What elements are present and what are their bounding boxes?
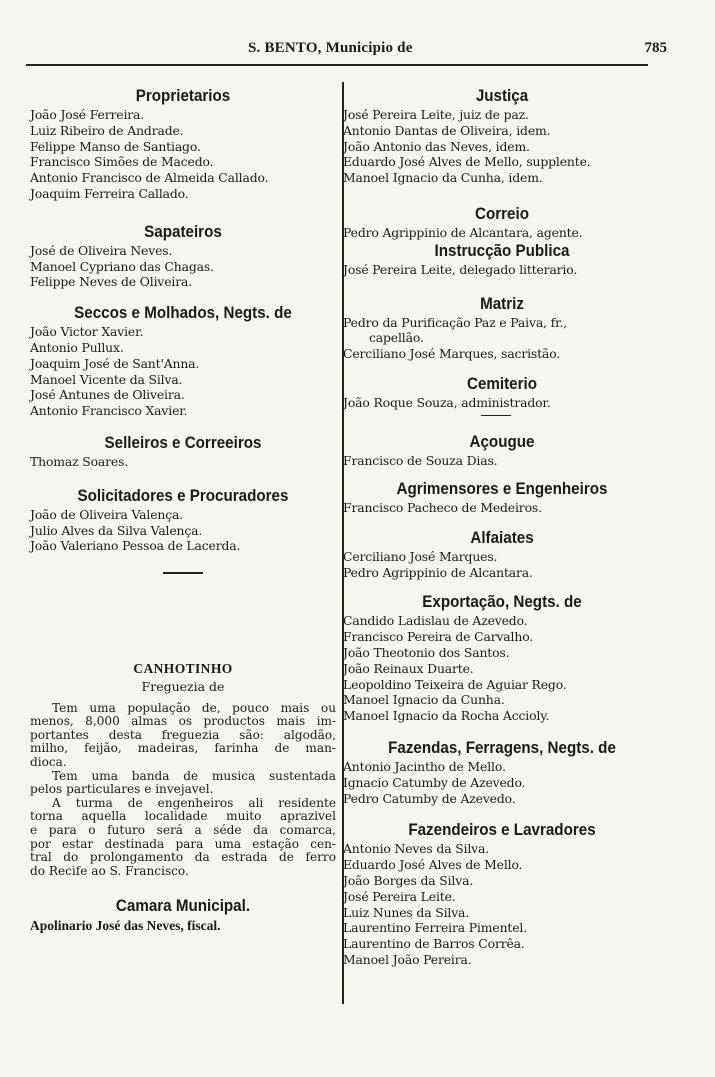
list-item: João Theotonio dos Santos.: [343, 645, 510, 661]
list-item: Julio Alves da Silva Valença.: [30, 522, 203, 538]
list-item: Manoel João Pereira.: [343, 952, 472, 967]
list-item: Cerciliano José Marques, sacristão.: [343, 346, 561, 362]
list-item: capellão.: [369, 330, 424, 346]
list-item: José Antunes de Oliveira.: [30, 387, 185, 403]
list-item: Laurentino de Barros Corrêa.: [343, 936, 525, 952]
page-header: [0, 40, 715, 62]
list-item: Antonio Francisco de Almeida Callado.: [30, 170, 269, 186]
section-title: Alfaiates: [470, 528, 534, 547]
section-justica: [343, 86, 661, 186]
section-title: Selleiros e Correeiros: [104, 433, 262, 452]
list-item: Pedro da Purificação Paz e Paiva, fr.,: [343, 314, 568, 330]
paragraph-line: menos, 8,000 almas os productos mais im-: [30, 714, 336, 729]
list-item: Manoel Cypriano das Chagas.: [30, 258, 214, 274]
list-item: Antonio Pullux.: [30, 339, 124, 355]
list-item: Pedro Agrippinio de Alcantara, agente.: [343, 224, 583, 240]
section-divider: [481, 415, 511, 417]
list-item: Eduardo José Alves de Mello, supplente.: [343, 154, 591, 170]
list-item: Laurentino Ferreira Pimentel.: [343, 920, 528, 936]
section-seccos-molhados: [30, 303, 336, 419]
paragraph-line: por estar destinada para uma estação cen-: [30, 836, 336, 851]
section-title: CANHOTINHO: [133, 660, 233, 676]
paragraph-line: pelos particulares e invejavel.: [30, 782, 214, 797]
section-title: Cemiterio: [466, 374, 538, 393]
paragraph-line: tral do prolongamento da estrada de ferro: [30, 850, 336, 865]
list-item: Luiz Nunes da Silva.: [343, 904, 470, 920]
list-item: Antonio Neves da Silva.: [343, 841, 490, 857]
section-title: Fazendeiros e Lavradores: [408, 821, 596, 840]
list-item: Ignacio Catumby de Azevedo.: [343, 774, 526, 790]
section-title: Fazendas, Ferragens, Negts. de: [388, 739, 616, 758]
section-title: Instrucção Publica: [434, 241, 570, 260]
section-title: Açougue: [469, 433, 535, 452]
list-item: João de Oliveira Valença.: [30, 506, 184, 522]
header-rule: [26, 64, 648, 66]
running-title: S. BENTO, Municipio de: [248, 40, 413, 56]
section-correio: [343, 204, 661, 241]
list-item: Antonio Francisco Xavier.: [30, 403, 188, 419]
paragraph-line: A turma de engenheiros ali residente: [52, 795, 336, 810]
list-item: Apolinario José das Neves, fiscal.: [30, 918, 221, 934]
section-title: Seccos e Molhados, Negts. de: [74, 304, 292, 323]
section-fazendas: [343, 738, 661, 806]
list-item: Thomaz Soares.: [30, 453, 129, 469]
page-number: 785: [644, 40, 667, 56]
section-matriz: [343, 294, 661, 362]
section-title: Solicitadores e Procuradores: [77, 486, 289, 505]
section-subtitle: Freguezia de: [141, 678, 225, 694]
paragraph-line: milho, feijão, madeiras, farinha de man-: [30, 741, 336, 756]
list-item: Pedro Agrippinio de Alcantara.: [343, 564, 533, 580]
list-item: Joaquim Ferreira Callado.: [30, 185, 189, 201]
list-item: Francisco de Souza Dias.: [343, 453, 498, 469]
list-item: Antonio Jacintho de Mello.: [343, 759, 506, 775]
list-item: Leopoldino Teixeira de Aguiar Rego.: [343, 676, 567, 692]
list-item: João Antonio das Neves, idem.: [343, 138, 530, 154]
section-title: Sapateiros: [144, 222, 222, 241]
section-alfaiates: [343, 528, 661, 581]
section-fazendeiros: [343, 820, 661, 967]
list-item: Manoel Vicente da Silva.: [30, 371, 183, 387]
paragraph-line: e para o futuro será a séde da comarca,: [30, 822, 336, 837]
paragraph-line: portantes desta freguezia são: algodão,: [30, 727, 336, 742]
section-camara-municipal: [30, 896, 336, 934]
section-selleiros: [30, 433, 336, 470]
paragraph: [30, 702, 336, 770]
section-title: Camara Municipal.: [115, 897, 251, 916]
paragraph-line: Tem uma banda de musica sustentada: [52, 768, 336, 783]
left-column: [30, 86, 336, 934]
list-item: João Victor Xavier.: [30, 324, 144, 340]
list-item: Candido Ladislau de Azevedo.: [343, 613, 528, 629]
list-item: José Pereira Leite.: [343, 888, 456, 904]
list-item: José Pereira Leite, juiz de paz.: [343, 107, 529, 122]
list-item: João Valeriano Pessoa de Lacerda.: [30, 538, 241, 554]
section-acougue: [343, 432, 661, 469]
list-item: João José Ferreira.: [30, 107, 145, 122]
section-instruccao-publica: [343, 241, 661, 278]
list-item: Joaquim José de Sant'Anna.: [30, 355, 200, 371]
list-item: Eduardo José Alves de Mello.: [343, 857, 523, 873]
right-column: [343, 86, 661, 968]
list-item: Cerciliano José Marques.: [343, 548, 498, 564]
list-item: Pedro Catumby de Azevedo.: [343, 790, 516, 806]
list-item: João Reinaux Duarte.: [343, 660, 474, 676]
paragraph-line: dioca.: [30, 755, 67, 770]
paragraph: [30, 770, 336, 797]
section-title: Correio: [475, 204, 529, 223]
section-sapateiros: [30, 222, 336, 290]
section-proprietarios: [30, 86, 336, 202]
paragraph-line: do Recife ao S. Francisco.: [30, 863, 189, 878]
list-item: Antonio Dantas de Oliveira, idem.: [343, 122, 551, 138]
list-item: José Pereira Leite, delegado litterario.: [343, 261, 578, 277]
paragraph-line: Tem uma população de, pouco mais ou: [52, 700, 336, 715]
list-item: Manoel Ignacio da Rocha Accioly.: [343, 708, 550, 724]
section-exportacao: [343, 592, 661, 724]
list-item: Felippe Manso de Santiago.: [30, 138, 201, 154]
section-agrimensores: [343, 479, 661, 516]
list-item: João Borges da Silva.: [343, 873, 474, 889]
section-title: Agrimensores e Engenheiros: [396, 480, 608, 499]
section-title: Matriz: [480, 294, 524, 313]
section-title: Proprietarios: [135, 87, 231, 105]
section-canhotinho: [30, 660, 336, 879]
section-solicitadores: [30, 486, 336, 554]
list-item: José de Oliveira Neves.: [30, 242, 173, 258]
list-item: Francisco Pereira de Carvalho.: [343, 629, 534, 645]
section-title: Exportação, Negts. de: [422, 593, 582, 612]
paragraph-line: torna aquella localidade muito aprazivel: [30, 809, 336, 824]
list-item: João Roque Souza, administrador.: [343, 394, 551, 410]
paragraph: [30, 797, 336, 879]
list-item: Francisco Pacheco de Medeiros.: [343, 500, 542, 516]
list-item: Luiz Ribeiro de Andrade.: [30, 122, 184, 138]
list-item: Manoel Ignacio da Cunha, idem.: [343, 170, 543, 186]
section-cemiterio: [343, 374, 661, 411]
list-item: Manoel Ignacio da Cunha.: [343, 692, 505, 708]
section-divider: [163, 572, 203, 574]
list-item: Felippe Neves de Oliveira.: [30, 274, 193, 290]
list-item: Francisco Simões de Macedo.: [30, 154, 214, 170]
section-title: Justiça: [475, 87, 529, 105]
